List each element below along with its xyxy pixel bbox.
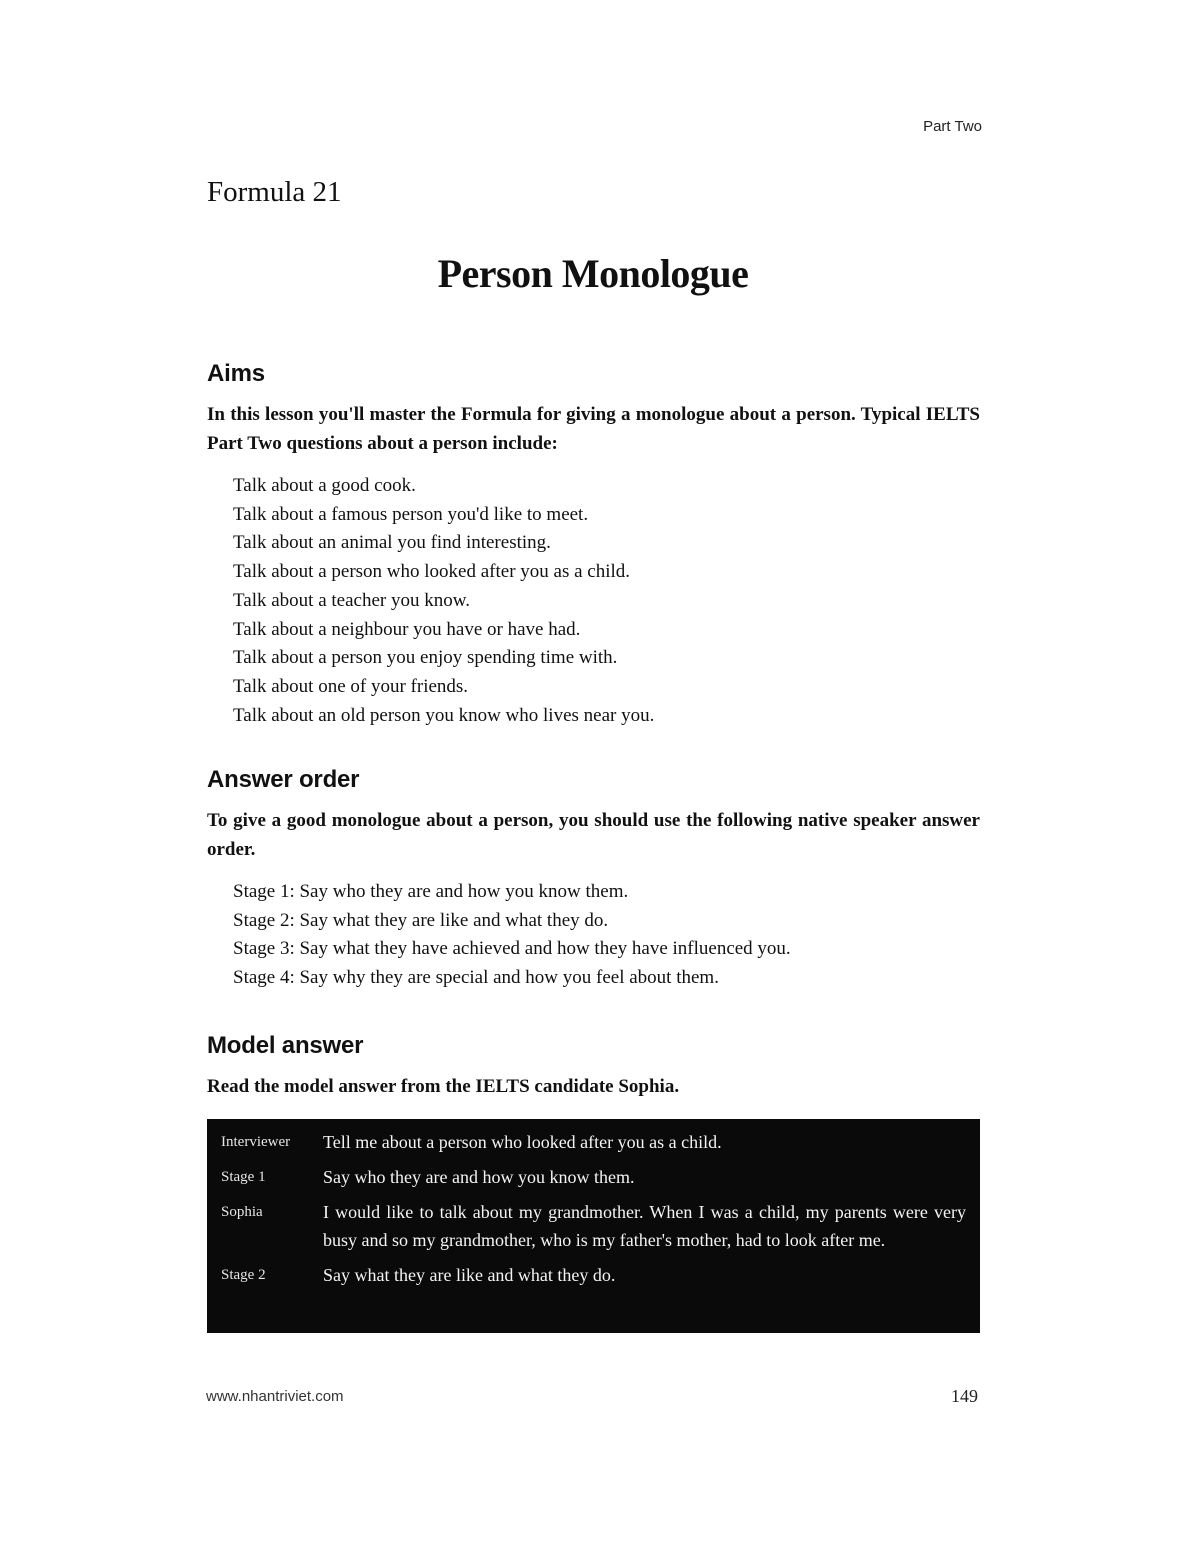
aims-heading: Aims — [207, 360, 265, 387]
dialogue-row — [221, 1163, 966, 1191]
speech-text: Tell me about a person who looked after you as a child. — [323, 1132, 722, 1152]
answer-order-section — [207, 766, 980, 993]
list-item: Talk about one of your friends. — [233, 675, 469, 697]
aims-section — [207, 360, 980, 730]
model-answer-heading: Model answer — [207, 1032, 364, 1059]
speech-text: Say who they are and how you know them. — [323, 1167, 635, 1187]
stage-list — [233, 878, 980, 993]
speaker-label: Interviewer — [221, 1134, 291, 1150]
dialogue-row — [221, 1128, 966, 1156]
list-item: Talk about a neighbour you have or have had. — [233, 618, 581, 640]
list-item: Talk about a teacher you know. — [233, 589, 470, 611]
speaker-label: Stage 2 — [221, 1267, 266, 1283]
list-item: Stage 2: Say what they are like and what they do. — [233, 909, 609, 931]
list-item: Stage 3: Say what they have achieved and how they have influenced you. — [233, 938, 791, 960]
model-answer-section — [207, 1032, 980, 1101]
list-item: Talk about a person who looked after you as a child. — [233, 561, 631, 583]
list-item: Talk about a good cook. — [233, 475, 416, 496]
page-number: 149 — [951, 1386, 978, 1406]
answer-order-intro: To give a good monologue about a person, you should use the following native speaker answer order. — [207, 810, 980, 860]
speech-text: Say what they are like and what they do. — [323, 1265, 616, 1285]
model-answer-box — [207, 1119, 980, 1333]
dialogue-row — [221, 1261, 966, 1289]
list-item: Talk about a famous person you'd like to meet. — [233, 503, 589, 525]
speaker-label: Stage 1 — [221, 1169, 266, 1185]
running-head: Part Two — [923, 118, 982, 135]
list-item: Stage 4: Say why they are special and how you feel about them. — [233, 967, 719, 989]
list-item: Stage 1: Say who they are and how you know them. — [233, 881, 629, 902]
list-item: Talk about an old person you know who lives near you. — [233, 704, 655, 726]
aims-intro: In this lesson you'll master the Formula for giving a monologue about a person. Typical IELTS Part Two questions about a person include: — [207, 404, 980, 454]
list-item: Talk about an animal you find interesting. — [233, 532, 551, 554]
model-answer-intro: Read the model answer from the IELTS candidate Sophia. — [207, 1076, 680, 1097]
answer-order-heading: Answer order — [207, 766, 360, 793]
list-item: Talk about a person you enjoy spending time with. — [233, 647, 618, 669]
page-title: Person Monologue — [437, 251, 749, 296]
speech-text: I would like to talk about my grandmother. When I was a child, my parents were very busy and so my grandmother, who is my father's mother, had to look after me. — [323, 1202, 966, 1250]
footer-url: www.nhantriviet.com — [206, 1388, 344, 1405]
speaker-label: Sophia — [221, 1204, 263, 1220]
question-list — [233, 472, 980, 730]
formula-label: Formula 21 — [207, 176, 342, 208]
dialogue-row — [221, 1198, 966, 1254]
